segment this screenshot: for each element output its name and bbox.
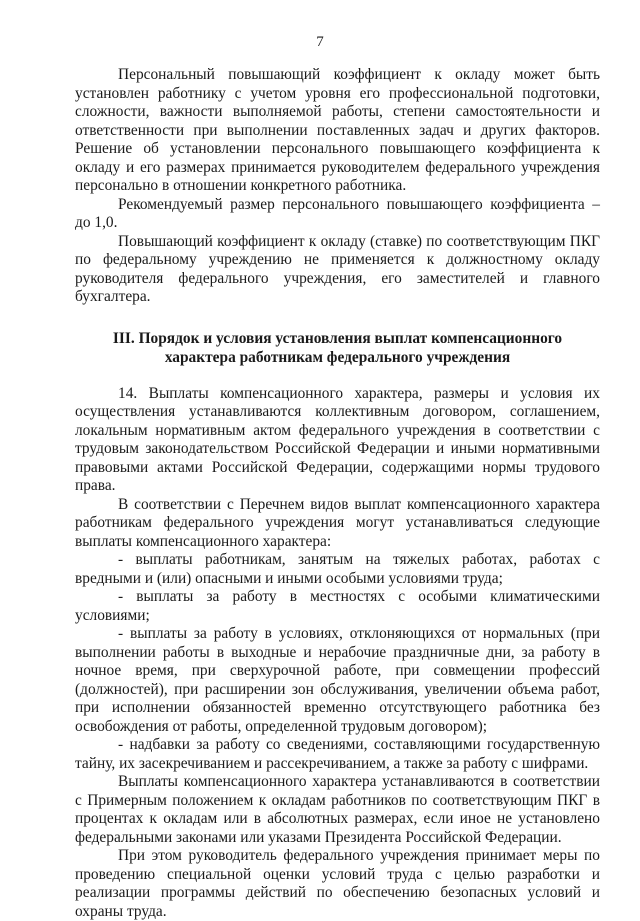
section-heading-compensation: III. Порядок и условия установления выплат компенсационного характера работникам федерального учреждения bbox=[112, 329, 563, 366]
paragraph-item-14: 14. Выплаты компенсационного характера, размеры и условия их осуществления устанавливаются коллективным договором, соглашением, локальным нормативным актом федерального учреждения в соответствии с трудовым законодательством Российской Федерации и иными нормативными правовыми актами Российской Федерации, содержащими нормы трудового права. bbox=[75, 384, 600, 494]
list-item-deviating-conditions: - выплаты за работу в условиях, отклоняющихся от нормальных (при выполнении работы в выходные и нерабочие праздничные дни, за работу в ночное время, при сверхурочной работе, при совмещении профессий (должностей), при расширении зон обслуживания, увеличении объема работ, при исполнении обязанностей временно отсутствующего работника без освобождения от работы, определенной трудовым договором); bbox=[75, 625, 600, 735]
list-item-climatic-conditions: - выплаты за работу в местностях с особыми климатическими условиями; bbox=[75, 588, 600, 624]
paragraph-pkg-coefficient: Повышающий коэффициент к окладу (ставке) по соответствующим ПКГ по федеральному учреждению не применяется к должностному окладу руководителя федерального учреждения, его заместителей и главного бухгалтера. bbox=[75, 232, 600, 305]
page-number: 7 bbox=[316, 34, 324, 50]
paragraph-established-per-regulation: Выплаты компенсационного характера устанавливаются в соответствии с Примерным положением к окладам работников по соответствующим ПКГ в процентах к окладам или в абсолютных размерах, если иное не установлено федеральными законами или указами Президента Российской Федерации. bbox=[75, 773, 600, 846]
paragraph-safety-measures: При этом руководитель федерального учреждения принимает меры по проведению специальной оценки условий труда с целью разработки и реализации программы действий по обеспечению безопасных условий и охраны труда. bbox=[75, 847, 600, 920]
list-item-state-secret: - надбавки за работу со сведениями, составляющими государственную тайну, их засекречиванием и рассекречиванием, а также за работу с шифрами. bbox=[75, 736, 600, 772]
list-item-hazardous-work: - выплаты работникам, занятым на тяжелых работах, работах с вредными и (или) опасными и иными особыми условиями труда; bbox=[75, 551, 600, 587]
paragraph-list-intro: В соответствии с Перечнем видов выплат компенсационного характера работникам федерального учреждения могут устанавливаться следующие выплаты компенсационного характера: bbox=[75, 495, 600, 550]
section-spacer bbox=[75, 367, 600, 385]
paragraph-recommended-size: Рекомендуемый размер персонального повышающего коэффициента – до 1,0. bbox=[75, 195, 600, 231]
document-body bbox=[75, 66, 600, 921]
paragraph-personal-coefficient: Персональный повышающий коэффициент к окладу может быть установлен работнику с учетом уровня его профессиональной подготовки, сложности, важности выполняемой работы, степени самостоятельности и ответственности при выполнении поставленных задач и других факторов. Решение об установлении персонального повышающего коэффициента к окладу и его размерах принимается руководителем федерального учреждения персонально в отношении конкретного работника. bbox=[75, 66, 600, 194]
